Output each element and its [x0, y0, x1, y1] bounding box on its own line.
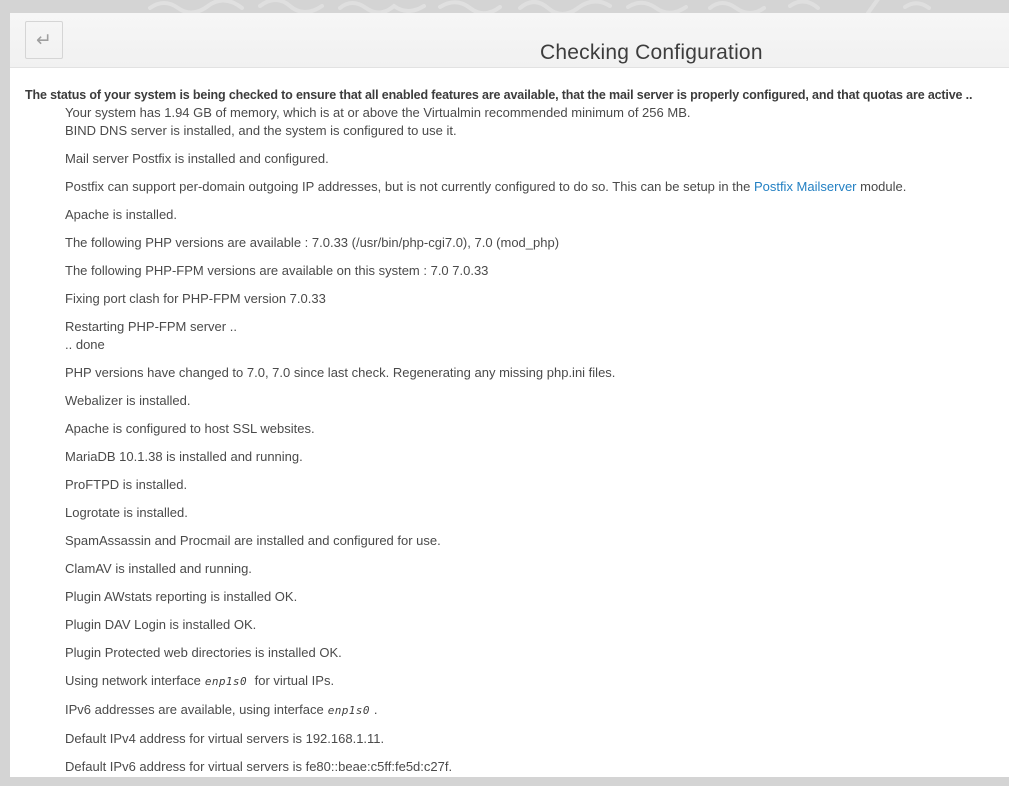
- status-text: Your system has 1.94 GB of memory, which is at or above the Virtualmin recommended minimum of 256 MB.: [65, 105, 691, 120]
- status-group: [65, 392, 994, 410]
- status-text: The following PHP-FPM versions are available on this system : 7.0 7.0.33: [65, 263, 489, 278]
- status-group: [65, 234, 994, 252]
- status-line: [65, 616, 994, 634]
- status-line: [65, 730, 994, 748]
- status-group: [65, 672, 994, 691]
- status-group: [65, 588, 994, 606]
- status-message-list: [65, 104, 994, 776]
- status-line: [65, 560, 994, 578]
- status-line: [65, 448, 994, 466]
- status-text: Plugin AWstats reporting is installed OK.: [65, 589, 298, 604]
- status-line: [65, 234, 994, 252]
- status-group: [65, 318, 994, 354]
- status-line: [65, 150, 994, 168]
- status-group: [65, 262, 994, 280]
- status-text: .: [373, 702, 378, 717]
- status-line: [65, 290, 994, 308]
- status-text: MariaDB 10.1.38 is installed and running.: [65, 449, 303, 464]
- status-line: [65, 758, 994, 776]
- status-group: [65, 758, 994, 776]
- status-group: [65, 206, 994, 224]
- status-line: [65, 206, 994, 224]
- status-text: The following PHP versions are available : 7.0.33 (/usr/bin/php-cgi7.0), 7.0 (mod_php): [65, 235, 560, 250]
- status-group: [65, 150, 994, 168]
- status-group: [65, 616, 994, 634]
- status-line: [65, 701, 994, 720]
- status-text: SpamAssassin and Procmail are installed and configured for use.: [65, 533, 441, 548]
- status-text: Logrotate is installed.: [65, 505, 188, 520]
- page-title: Checking Configuration: [540, 41, 763, 64]
- interface-name-code: enp1s0: [327, 704, 370, 717]
- status-group: [65, 364, 994, 382]
- status-text: ClamAV is installed and running.: [65, 561, 252, 576]
- status-intro: The status of your system is being checked to ensure that all enabled features are available, that the mail server is properly configured, and that quotas are active ..: [25, 88, 973, 102]
- status-line: [65, 532, 994, 550]
- status-text: Webalizer is installed.: [65, 393, 191, 408]
- status-text: Fixing port clash for PHP-FPM version 7.0.33: [65, 291, 326, 306]
- status-group: [65, 290, 994, 308]
- status-line: [65, 104, 994, 122]
- status-line: [65, 178, 994, 196]
- status-text: Apache is configured to host SSL websites.: [65, 421, 315, 436]
- status-panel: [10, 68, 1009, 777]
- cutoff-script-decoration: [0, 0, 1009, 13]
- page-header: [10, 13, 1009, 68]
- status-group: [65, 560, 994, 578]
- status-text: Plugin DAV Login is installed OK.: [65, 617, 257, 632]
- status-line: [65, 392, 994, 410]
- status-text: ProFTPD is installed.: [65, 477, 188, 492]
- status-line: [65, 476, 994, 494]
- status-text: Plugin Protected web directories is installed OK.: [65, 645, 342, 660]
- status-text: Apache is installed.: [65, 207, 178, 222]
- status-line: [65, 318, 994, 336]
- status-text: Mail server Postfix is installed and configured.: [65, 151, 329, 166]
- status-group: [65, 504, 994, 522]
- status-line: [65, 672, 994, 691]
- status-text: Restarting PHP-FPM server ..: [65, 319, 237, 334]
- status-text: module.: [856, 179, 907, 194]
- status-line: [65, 364, 994, 382]
- status-line: [65, 644, 994, 662]
- status-group: [65, 476, 994, 494]
- main-container: [10, 13, 1009, 777]
- page-top-strip: [0, 0, 1009, 13]
- status-text: .. done: [65, 337, 105, 352]
- status-group: [65, 178, 994, 196]
- status-text: IPv6 addresses are available, using interface: [65, 702, 324, 717]
- status-group: [65, 701, 994, 720]
- status-group: [65, 448, 994, 466]
- status-group: [65, 644, 994, 662]
- status-text: Default IPv4 address for virtual servers is 192.168.1.11.: [65, 731, 385, 746]
- status-text: PHP versions have changed to 7.0, 7.0 since last check. Regenerating any missing php.ini files.: [65, 365, 616, 380]
- status-text: for virtual IPs.: [250, 673, 335, 688]
- status-line: [65, 504, 994, 522]
- status-text: BIND DNS server is installed, and the system is configured to use it.: [65, 123, 457, 138]
- status-group: [65, 532, 994, 550]
- back-button[interactable]: [25, 21, 63, 59]
- status-line: [65, 588, 994, 606]
- interface-name-code: enp1s0: [204, 675, 247, 688]
- status-line: [65, 420, 994, 438]
- return-arrow-icon: ↵: [36, 29, 52, 51]
- status-group: [65, 104, 994, 140]
- status-text: Postfix can support per-domain outgoing IP addresses, but is not currently configured to do so. This can be setup in the: [65, 179, 754, 194]
- status-text: Using network interface: [65, 673, 201, 688]
- status-line: [65, 262, 994, 280]
- status-group: [65, 420, 994, 438]
- status-text: Default IPv6 address for virtual servers is fe80::beae:c5ff:fe5d:c27f.: [65, 759, 453, 774]
- postfix-mailserver-link[interactable]: Postfix Mailserver: [753, 179, 857, 194]
- status-line: [65, 336, 994, 354]
- status-group: [65, 730, 994, 748]
- status-line: [65, 122, 994, 140]
